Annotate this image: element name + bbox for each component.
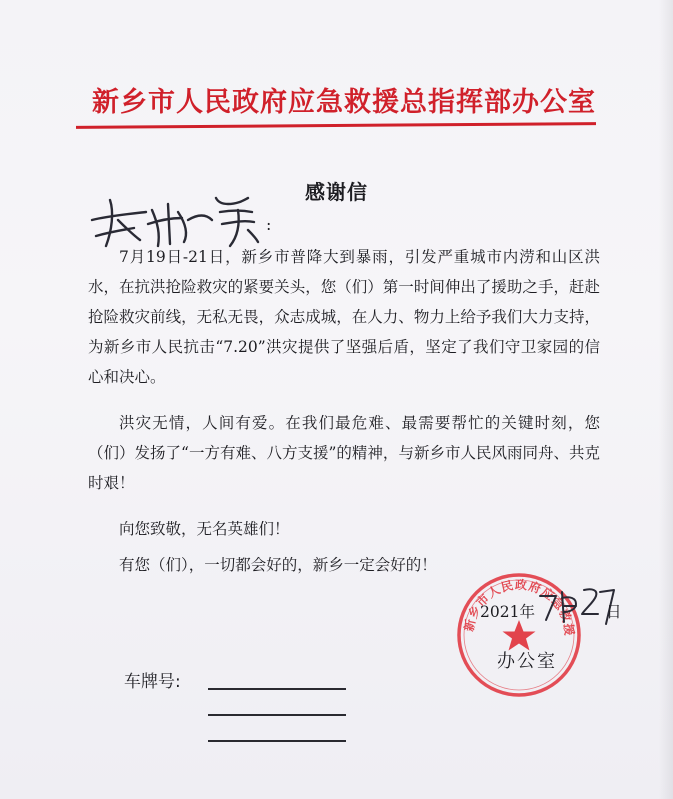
- plate-number-line-2[interactable]: [208, 714, 346, 716]
- salutation-colon: :: [266, 215, 272, 234]
- plate-number-line-3[interactable]: [208, 740, 346, 742]
- date-day: 日: [606, 603, 622, 621]
- paragraph-4: 有您（们），一切都会好的，新乡一定会好的！: [119, 556, 437, 574]
- plate-number-label: 车牌号:: [124, 672, 181, 692]
- paragraph-3: 向您致敬，无名英雄们！: [119, 520, 290, 538]
- handwritten-salutation: [88, 190, 288, 250]
- paragraph-1: 7月19日-21日，新乡市普降大到暴雨，引发严重城市内涝和山区洪水，在抗洪抢险救灾的紧要关头，您（们）第一时间伸出了援助之手，赶赴抢险救灾前线，无私无畏，众志成城，在人力、物力上给予我们大力支持，为新乡市人民抗击“7.20”洪灾提供了坚强后盾，坚定了我们守卫家园的信心和决心。: [88, 248, 600, 386]
- date-year: 2021年: [480, 603, 535, 621]
- letter-body: [88, 242, 600, 586]
- seal-arc-text: 新乡市人民政府应急救援: [461, 577, 577, 638]
- seal-star-icon: [503, 620, 536, 651]
- office-signature: 办公室: [497, 651, 557, 672]
- paragraph-2: 洪灾无情，人间有爱。在我们最危难、最需要帮忙的关键时刻，您（们）发扬了“一方有难、八方支援”的精神，与新乡市人民风雨同舟、共克时艰！: [88, 414, 600, 492]
- handwritten-name-signature: [88, 190, 288, 250]
- handwritten-date: [536, 582, 616, 628]
- org-header: 新乡市人民政府应急救援总指挥部办公室: [92, 87, 596, 118]
- plate-number-line-1[interactable]: [208, 688, 346, 690]
- letter-title: 感谢信: [305, 180, 368, 204]
- paper-edge-shadow: [659, 0, 673, 799]
